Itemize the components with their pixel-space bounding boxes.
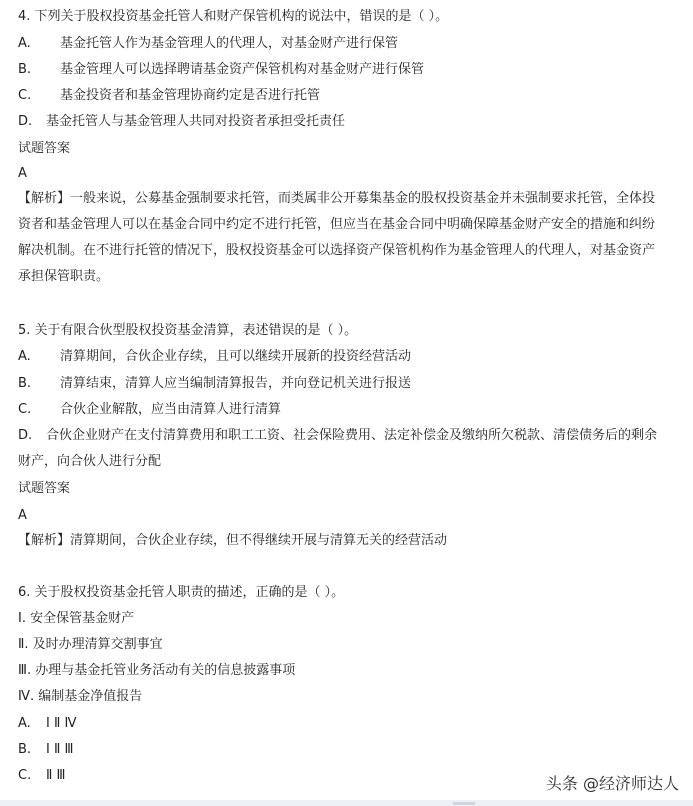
option-letter: D. xyxy=(18,428,33,443)
q5-answer-title: 试题答案 xyxy=(18,481,71,496)
bottom-bar xyxy=(0,800,693,806)
option-letter: C. xyxy=(18,768,32,783)
q4-stem: 4. 下列关于股权投资基金托管人和财产保管机构的说法中，错误的是（ ）。 xyxy=(18,9,449,24)
option-text: 基金管理人可以选择聘请基金资产保管机构对基金财产进行保管 xyxy=(60,62,425,77)
q5-answer: A xyxy=(18,508,27,523)
option-letter: A. xyxy=(18,716,31,731)
q4-option-c xyxy=(18,88,320,104)
option-letter: C. xyxy=(18,88,32,103)
option-text: 基金投资者和基金管理协商约定是否进行托管 xyxy=(60,88,321,103)
option-text: Ⅱ Ⅲ xyxy=(46,768,66,783)
option-text: 清算结束，清算人应当编制清算报告，并向登记机关进行报送 xyxy=(60,376,412,391)
q6-option-b xyxy=(18,742,73,758)
q4-option-d xyxy=(18,114,345,130)
option-text: 合伙企业财产在支付清算费用和职工工资、社会保险费用、法定补偿金及缴纳所欠税款、清偿债务后的剩余财产，向合伙人进行分配 xyxy=(18,428,658,469)
q6-option-a xyxy=(18,716,77,732)
q6-stem: 6. 关于股权投资基金托管人职责的描述，正确的是（ ）。 xyxy=(18,585,345,600)
watermark: 头条 @经济师达人 xyxy=(545,774,679,793)
scroll-indicator xyxy=(453,802,475,805)
q5-option-c xyxy=(18,402,281,418)
option-letter: A. xyxy=(18,36,31,51)
q6-option-c xyxy=(18,768,66,784)
q6-item-4: Ⅳ. 编制基金净值报告 xyxy=(18,689,143,704)
q4-answer: A xyxy=(18,166,27,181)
q6-item-2: Ⅱ. 及时办理清算交割事宜 xyxy=(18,637,163,652)
option-text: Ⅰ Ⅱ Ⅲ xyxy=(46,742,74,757)
option-letter: B. xyxy=(18,62,32,77)
q5-option-a xyxy=(18,349,411,365)
option-text: 基金托管人与基金管理人共同对投资者承担受托责任 xyxy=(46,114,346,129)
option-letter: B. xyxy=(18,742,32,757)
option-text: Ⅰ Ⅱ Ⅳ xyxy=(46,716,77,731)
option-letter: D. xyxy=(18,114,33,129)
option-text: 清算期间，合伙企业存续，且可以继续开展新的投资经营活动 xyxy=(60,349,412,364)
option-letter: B. xyxy=(18,376,32,391)
q4-analysis: 【解析】一般来说，公募基金强制要求托管，而类属非公开募集基金的股权投资基金并未强制要求托管，全体投资者和基金管理人可以在基金合同中约定不进行托管，但应当在基金合同中明确保障基金财产安全的措施和纠纷解决机制。在不进行托管的情况下，股权投资基金可以选择资产保管机构作为基金管理人的代理人，对基金资产承担保管职责。 xyxy=(18,191,656,284)
option-text: 基金托管人作为基金管理人的代理人，对基金财产进行保管 xyxy=(60,36,399,51)
q4-option-b xyxy=(18,62,424,78)
option-letter: A. xyxy=(18,349,31,364)
q5-option-b xyxy=(18,376,411,392)
q4-answer-title: 试题答案 xyxy=(18,141,71,156)
q4-option-a xyxy=(18,36,398,52)
q5-analysis: 【解析】清算期间，合伙企业存续，但不得继续开展与清算无关的经营活动 xyxy=(18,533,448,548)
q5-option-d xyxy=(18,423,658,475)
q6-item-1: Ⅰ. 安全保管基金财产 xyxy=(18,611,135,626)
option-text: 合伙企业解散，应当由清算人进行清算 xyxy=(60,402,282,417)
q5-stem: 5. 关于有限合伙型股权投资基金清算，表述错误的是（ ）。 xyxy=(18,323,358,338)
option-letter: C. xyxy=(18,402,32,417)
q6-item-3: Ⅲ. 办理与基金托管业务活动有关的信息披露事项 xyxy=(18,663,296,678)
